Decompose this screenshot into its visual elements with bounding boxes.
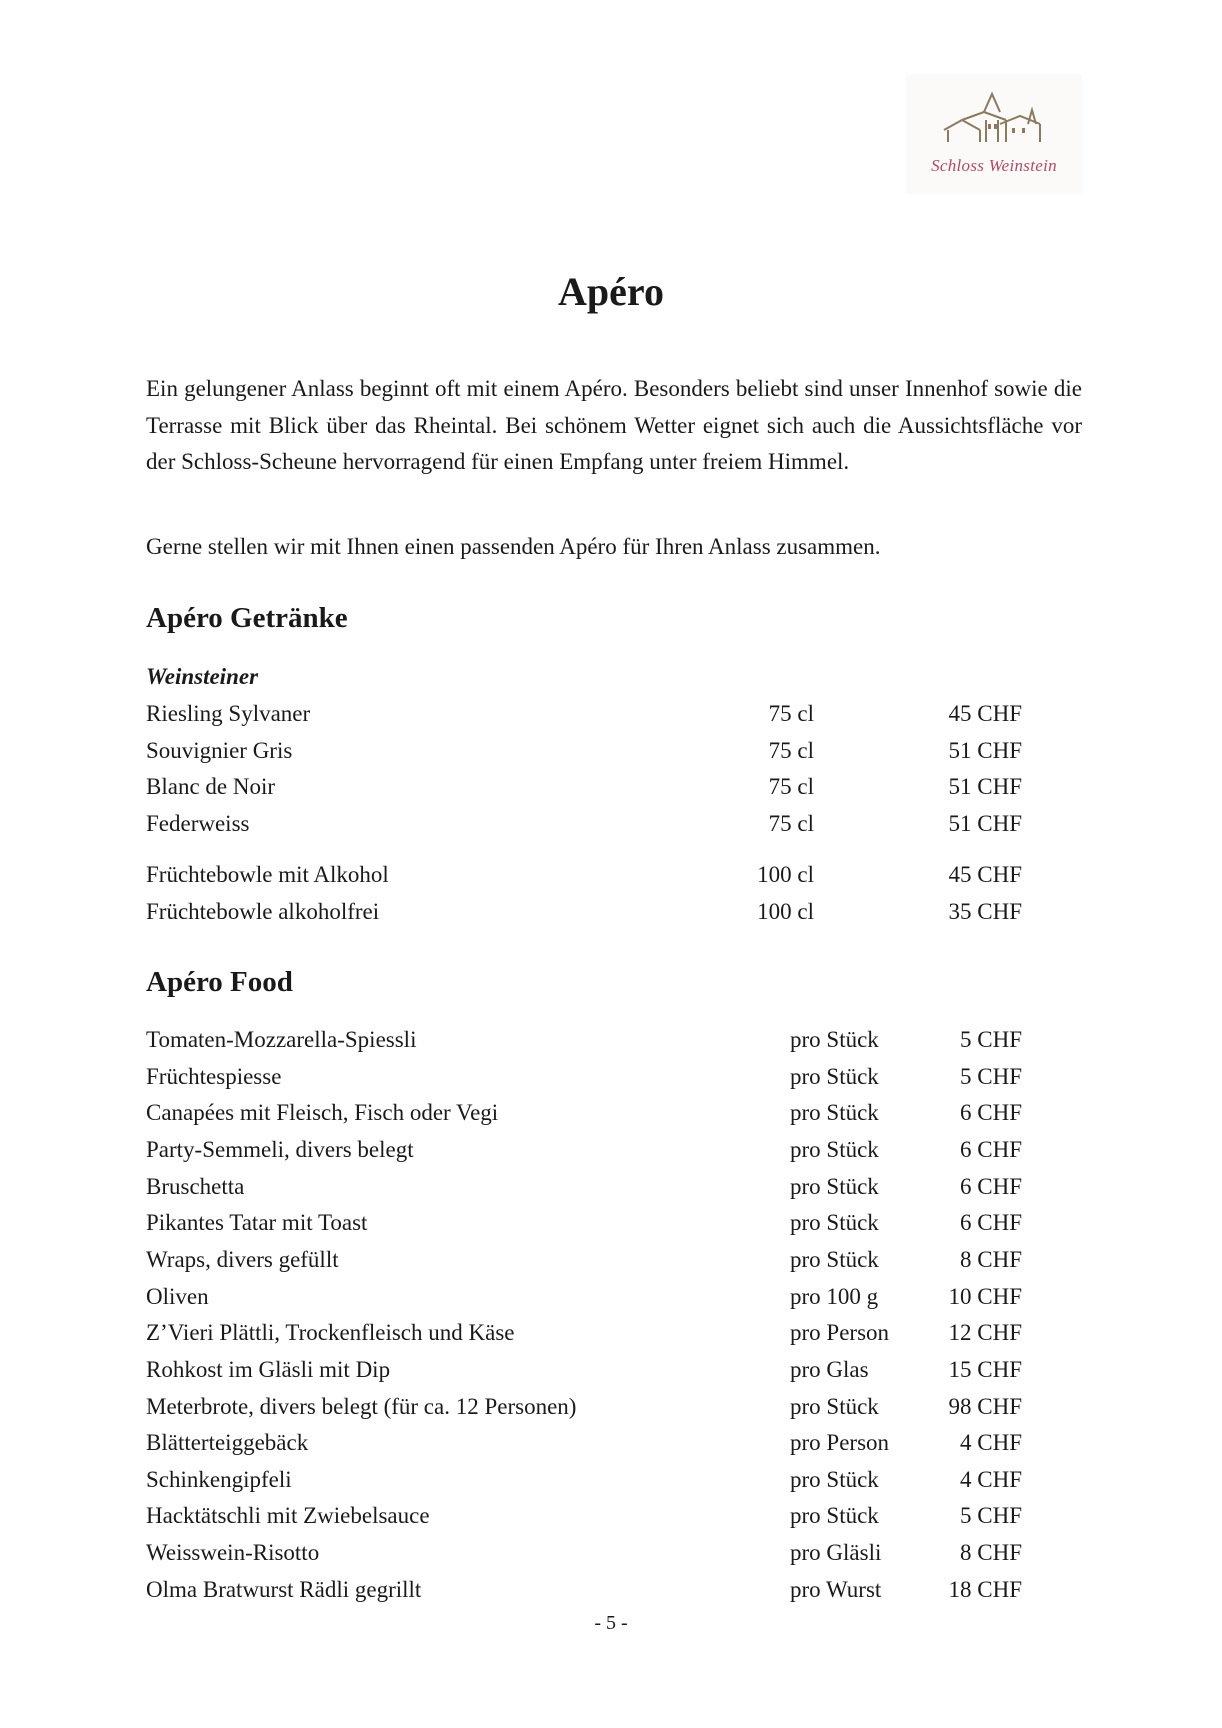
- food-unit: pro Stück: [790, 1063, 879, 1089]
- food-row: [146, 1389, 1046, 1425]
- food-name: Tomaten-Mozzarella-Spiessli: [146, 1027, 417, 1052]
- food-row: [146, 1205, 1046, 1241]
- food-row: [146, 1462, 1046, 1498]
- food-row: [146, 1132, 1046, 1168]
- drink-name: Souvignier Gris: [146, 737, 293, 763]
- food-name: Z’Vieri Plättli, Trockenfleisch und Käse: [146, 1320, 515, 1346]
- food-name: Canapées mit Fleisch, Fisch oder Vegi: [146, 1100, 499, 1126]
- drink-row: [146, 769, 1046, 805]
- food-unit: pro Stück: [790, 1136, 879, 1162]
- drink-row: [146, 733, 1046, 769]
- intro-paragraph-2: Gerne stellen wir mit Ihnen einen passenden Apéro für Ihren Anlass zusammen.: [146, 534, 881, 559]
- drink-price: 51 CHF: [948, 810, 1022, 836]
- food-price: 4 CHF: [960, 1430, 1022, 1456]
- food-row: [146, 1022, 1046, 1058]
- drinks-subheading: Weinsteiner: [146, 664, 259, 689]
- drink-price: 35 CHF: [948, 898, 1022, 924]
- logo-text: Schloss Weinstein: [931, 156, 1057, 175]
- food-price: 10 CHF: [948, 1283, 1022, 1309]
- drink-price: 51 CHF: [948, 737, 1022, 763]
- drink-row: [146, 857, 1046, 893]
- food-row: [146, 1425, 1046, 1461]
- food-name: Party-Semmeli, divers belegt: [146, 1136, 414, 1162]
- food-price: 18 CHF: [948, 1576, 1022, 1602]
- drink-volume: 100 cl: [757, 862, 814, 887]
- drink-volume: 75 cl: [768, 774, 814, 800]
- food-price: 6 CHF: [960, 1100, 1022, 1126]
- drink-name: Federweiss: [146, 810, 250, 836]
- food-unit: pro Gläsli: [790, 1540, 882, 1566]
- food-unit: pro Glas: [790, 1356, 869, 1382]
- logo: [906, 74, 1082, 194]
- drink-name: Blanc de Noir: [146, 774, 276, 800]
- food-row: [146, 1572, 1046, 1608]
- drink-volume: 75 cl: [768, 810, 814, 836]
- food-price: 12 CHF: [948, 1320, 1022, 1346]
- drink-row: [146, 806, 1046, 842]
- page-number: - 5 -: [594, 1612, 628, 1634]
- food-unit: pro Stück: [790, 1210, 879, 1236]
- food-price: 8 CHF: [960, 1246, 1022, 1272]
- food-unit: pro 100 g: [790, 1283, 879, 1309]
- food-unit: pro Stück: [790, 1246, 879, 1272]
- food-name: Rohkost im Gläsli mit Dip: [146, 1356, 391, 1382]
- intro-paragraph: Ein gelungener Anlass beginnt oft mit einem Apéro. Besonders beliebt sind unser Innenhof sowie die Terrasse mit Blick über das Rheintal. Bei schönem Wetter eignet sich auch die Aussichtsfläche vor der Schloss-Scheune hervorragend für einen Empfang unter freiem Himmel.: [146, 376, 1082, 474]
- food-price: 5 CHF: [960, 1027, 1022, 1052]
- food-name: Meterbrote, divers belegt (für ca. 12 Personen): [146, 1393, 577, 1419]
- drink-name: Früchtebowle alkoholfrei: [146, 898, 380, 924]
- food-price: 6 CHF: [960, 1136, 1022, 1162]
- food-price: 4 CHF: [960, 1466, 1022, 1492]
- food-row: [146, 1095, 1046, 1131]
- drink-volume: 75 cl: [768, 737, 814, 763]
- drink-name: Riesling Sylvaner: [146, 701, 311, 726]
- food-unit: pro Person: [790, 1430, 890, 1456]
- food-heading: Apéro Food: [146, 966, 293, 998]
- food-name: Hacktätschli mit Zwiebelsauce: [146, 1503, 430, 1529]
- food-row: [146, 1242, 1046, 1278]
- food-name: Schinkengipfeli: [146, 1466, 292, 1492]
- food-name: Früchtespiesse: [146, 1063, 282, 1089]
- food-price: 6 CHF: [960, 1210, 1022, 1236]
- food-name: Oliven: [146, 1283, 209, 1309]
- food-unit: pro Stück: [790, 1503, 879, 1529]
- drink-volume: 100 cl: [757, 898, 814, 924]
- food-price: 98 CHF: [948, 1393, 1022, 1419]
- drink-price: 51 CHF: [948, 774, 1022, 800]
- drinks-heading: Apéro Getränke: [146, 602, 348, 634]
- food-unit: pro Wurst: [790, 1576, 882, 1602]
- food-name: Olma Bratwurst Rädli gegrillt: [146, 1576, 422, 1602]
- food-price: 5 CHF: [960, 1063, 1022, 1089]
- food-price: 8 CHF: [960, 1540, 1022, 1566]
- food-price: 5 CHF: [960, 1503, 1022, 1529]
- food-unit: pro Stück: [790, 1466, 879, 1492]
- food-unit: pro Stück: [790, 1173, 879, 1199]
- food-row: [146, 1169, 1046, 1205]
- food-row: [146, 1059, 1046, 1095]
- page-title: Apéro: [558, 269, 664, 314]
- drink-volume: 75 cl: [768, 701, 814, 726]
- food-row: [146, 1498, 1046, 1534]
- drink-price: 45 CHF: [948, 862, 1022, 887]
- food-row: [146, 1535, 1046, 1571]
- food-unit: pro Stück: [790, 1027, 879, 1052]
- food-name: Bruschetta: [146, 1173, 245, 1199]
- drink-name: Früchtebowle mit Alkohol: [146, 862, 389, 887]
- drink-row: [146, 894, 1046, 930]
- food-price: 6 CHF: [960, 1173, 1022, 1199]
- food-name: Wraps, divers gefüllt: [146, 1246, 339, 1272]
- food-price: 15 CHF: [948, 1356, 1022, 1382]
- drink-price: 45 CHF: [948, 701, 1022, 726]
- drink-row: [146, 696, 1046, 732]
- food-row: [146, 1352, 1046, 1388]
- food-row: [146, 1279, 1046, 1315]
- castle-logo-icon: [940, 90, 1048, 150]
- food-name: Pikantes Tatar mit Toast: [146, 1210, 368, 1236]
- food-unit: pro Stück: [790, 1393, 879, 1419]
- food-name: Blätterteiggebäck: [146, 1430, 309, 1456]
- food-name: Weisswein-Risotto: [146, 1540, 320, 1566]
- food-unit: pro Stück: [790, 1100, 879, 1126]
- food-row: [146, 1315, 1046, 1351]
- food-unit: pro Person: [790, 1320, 890, 1346]
